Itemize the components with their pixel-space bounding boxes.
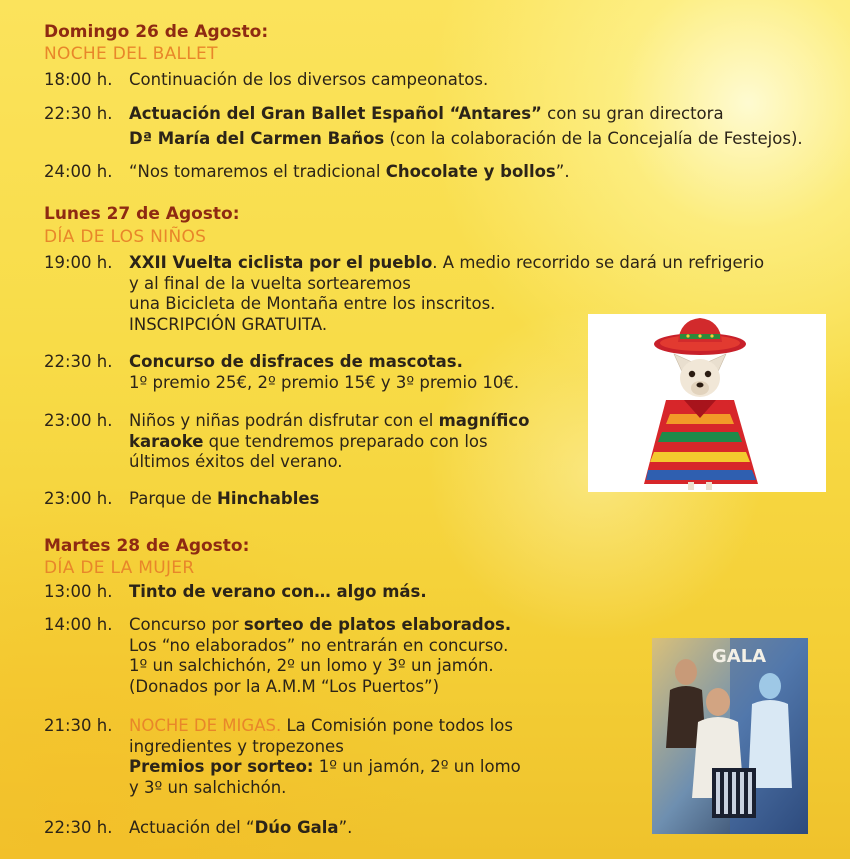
event-highlight: Concurso de disfraces de mascotas. (129, 352, 463, 371)
event-description: últimos éxitos del verano. (129, 452, 343, 471)
event-description: que tendremos preparado con los (203, 431, 488, 451)
event-description: 1º un jamón, 2º un lomo (313, 757, 521, 776)
event-description: (con la colaboración de la Concejalía de Festejos). (384, 128, 803, 148)
event-description: Parque de (129, 489, 218, 508)
section-title-ballet-night: NOCHE DEL BALLET (44, 44, 218, 64)
event-description: con su gran directora (541, 104, 724, 123)
event-highlight: Tinto de verano con… algo más. (129, 582, 427, 601)
section-title-womens-day: DÍA DE LA MUJER (44, 558, 195, 578)
day-title-monday: Lunes 27 de Agosto: (44, 204, 240, 224)
chihuahua-mariachi-photo (588, 314, 826, 492)
event-time: 22:30 h. (44, 104, 113, 123)
event-time: 22:30 h. (44, 352, 113, 371)
event-time: 13:00 h. (44, 582, 113, 601)
event-description: una Bicicleta de Montaña entre los inscritos. (129, 294, 496, 313)
event-highlight: Hinchables (217, 489, 320, 508)
event-description: y 3º un salchichón. (129, 777, 287, 797)
event-description: Concurso por (129, 615, 244, 634)
event-time: 14:00 h. (44, 615, 113, 634)
event-time: 23:00 h. (44, 411, 113, 430)
day-title-tuesday: Martes 28 de Agosto: (44, 536, 250, 556)
event-highlight: sorteo de platos elaborados. (243, 615, 512, 634)
event-highlight: Dúo Gala (254, 818, 339, 837)
event-description: y al final de la vuelta sortearemos (129, 273, 411, 293)
event-time: 18:00 h. (44, 70, 113, 89)
event-description: 1º premio 25€, 2º premio 15€ y 3º premio 10€. (129, 372, 520, 392)
chihuahua-illustration (588, 314, 826, 492)
event-highlight: Actuación del Gran Ballet Español “Antares” (129, 104, 542, 123)
gala-logo: GALA (712, 646, 767, 667)
duo-gala-photo (652, 638, 808, 834)
event-time: 19:00 h. (44, 253, 113, 272)
event-description: 1º un salchichón, 2º un lomo y 3º un jamón. (129, 656, 494, 675)
event-time: 24:00 h. (44, 162, 113, 181)
event-description: ”. (338, 818, 353, 837)
event-highlight: XXII Vuelta ciclista por el pueblo (129, 253, 433, 272)
event-highlight: Dª María del Carmen Baños (129, 128, 385, 148)
event-description: (Donados por la A.M.M “Los Puertos”) (129, 676, 440, 696)
event-description: Los “no elaborados” no entrarán en concurso. (129, 635, 509, 655)
event-highlight: NOCHE DE MIGAS. (129, 716, 282, 735)
section-title-childrens-day: DÍA DE LOS NIÑOS (44, 227, 207, 247)
event-description: . A medio recorrido se dará un refrigerio (432, 253, 765, 272)
event-description: Actuación del “ (129, 818, 255, 837)
event-time: 21:30 h. (44, 716, 113, 735)
event-description: “Nos tomaremos el tradicional (129, 162, 386, 181)
event-time: 23:00 h. (44, 489, 113, 508)
event-highlight: magnífico (438, 411, 530, 430)
event-description: Continuación de los diversos campeonatos. (129, 70, 489, 89)
event-description: ”. (555, 162, 570, 181)
event-highlight: Premios por sorteo: (129, 757, 314, 776)
event-highlight: karaoke (129, 431, 204, 451)
event-description: INSCRIPCIÓN GRATUITA. (129, 314, 328, 334)
duo-gala-illustration (652, 638, 808, 834)
day-title-sunday: Domingo 26 de Agosto: (44, 22, 269, 42)
event-description: La Comisión pone todos los (281, 716, 513, 735)
event-highlight: Chocolate y bollos (385, 162, 556, 181)
event-description: ingredientes y tropezones (129, 736, 344, 756)
event-time: 22:30 h. (44, 818, 113, 837)
event-description: Niños y niñas podrán disfrutar con el (129, 411, 439, 430)
